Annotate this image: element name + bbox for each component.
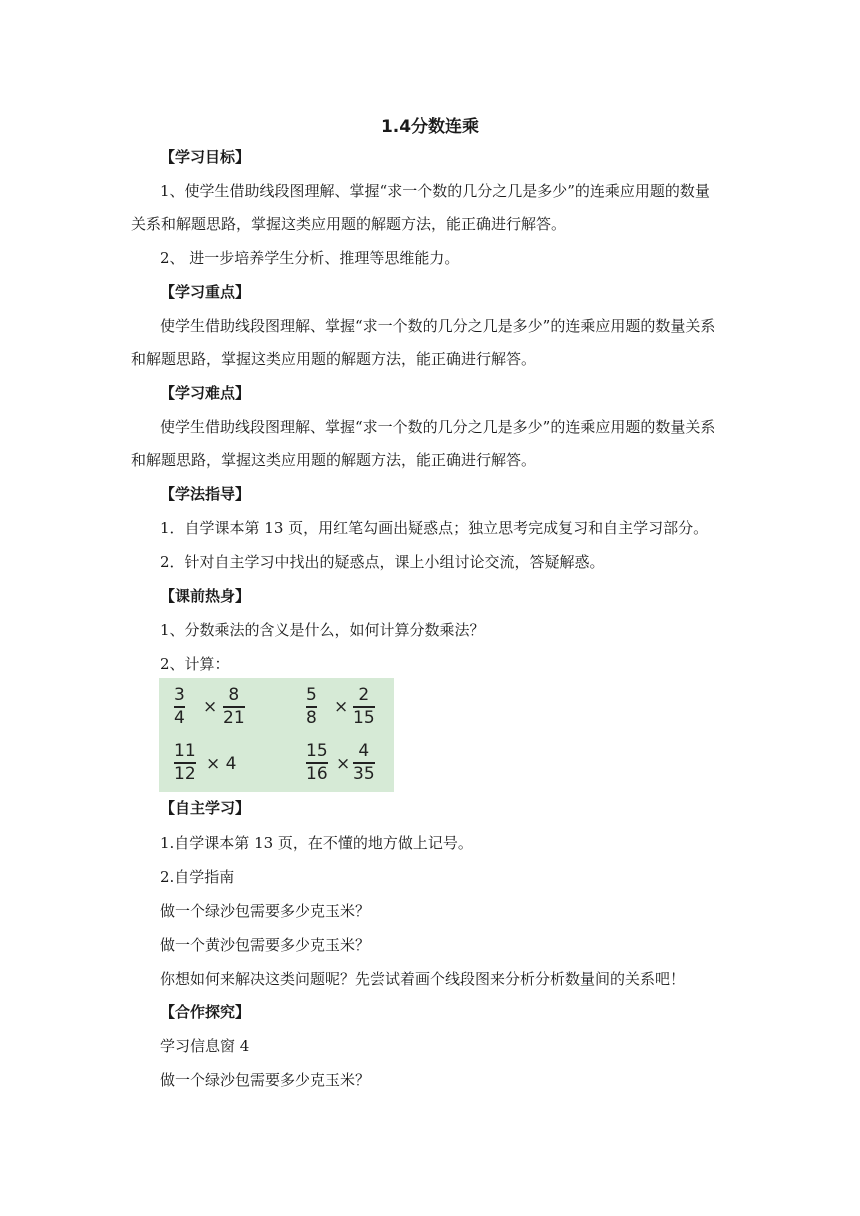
self-study-heading: 【自主学习】 [160, 799, 251, 817]
method-item-1: 1．自学课本第 13 页，用红笔勾画出疑惑点；独立思考完成复习和自主学习部分。 [160, 519, 709, 537]
self-study-question-1: 做一个绿沙包需要多少克玉米？ [160, 902, 371, 920]
fraction: 3 4 [174, 685, 185, 728]
self-study-question-2: 做一个黄沙包需要多少克玉米？ [160, 936, 371, 954]
difficulty-line-1: 使学生借助线段图理解、掌握“求一个数的几分之几是多少”的连乘应用题的数量关系 [160, 418, 716, 436]
goals-item-1-line-2: 关系和解题思路，掌握这类应用题的解题方法，能正确进行解答。 [131, 215, 567, 233]
fraction: 5 8 [306, 685, 317, 728]
key-line-2: 和解题思路，掌握这类应用题的解题方法，能正确进行解答。 [131, 350, 537, 368]
method-heading: 【学法指导】 [160, 485, 251, 503]
difficulty-line-2: 和解题思路，掌握这类应用题的解题方法，能正确进行解答。 [131, 451, 537, 469]
self-study-item-2: 2.自学指南 [160, 868, 235, 886]
goals-heading: 【学习目标】 [160, 148, 251, 166]
self-study-item-1: 1.自学课本第 13 页，在不懂的地方做上记号。 [160, 834, 473, 852]
key-heading: 【学习重点】 [160, 283, 251, 301]
goals-item-2: 2、 进一步培养学生分析、推理等思维能力。 [160, 249, 460, 267]
cooperation-item-1: 学习信息窗 4 [160, 1037, 250, 1055]
calculation-exercise-box [159, 678, 394, 792]
multiply-sign: × [336, 754, 351, 774]
multiply-sign: × [203, 697, 218, 717]
fraction: 15 16 [306, 741, 328, 784]
multiply-by-four: × 4 [206, 754, 237, 774]
method-item-2: 2．针对自主学习中找出的疑惑点，课上小组讨论交流，答疑解惑。 [160, 553, 605, 571]
fraction: 11 12 [174, 741, 196, 784]
warmup-item-1: 1、分数乘法的含义是什么，如何计算分数乘法？ [160, 621, 485, 639]
cooperation-item-2: 做一个绿沙包需要多少克玉米？ [160, 1071, 371, 1089]
fraction: 8 21 [223, 685, 245, 728]
key-line-1: 使学生借助线段图理解、掌握“求一个数的几分之几是多少”的连乘应用题的数量关系 [160, 317, 716, 335]
difficulty-heading: 【学习难点】 [160, 384, 251, 402]
warmup-item-2: 2、计算： [160, 655, 230, 673]
page-title: 1.4分数连乘 [380, 117, 480, 137]
cooperation-heading: 【合作探究】 [160, 1003, 251, 1021]
fraction: 4 35 [353, 741, 375, 784]
self-study-question-3: 你想如何来解决这类问题呢？先尝试着画个线段图来分析分析数量间的关系吧！ [160, 970, 686, 988]
fraction: 2 15 [353, 685, 375, 728]
goals-item-1-line-1: 1、使学生借助线段图理解、掌握“求一个数的几分之几是多少”的连乘应用题的数量 [160, 182, 710, 200]
multiply-sign: × [334, 697, 349, 717]
warmup-heading: 【课前热身】 [160, 587, 251, 605]
